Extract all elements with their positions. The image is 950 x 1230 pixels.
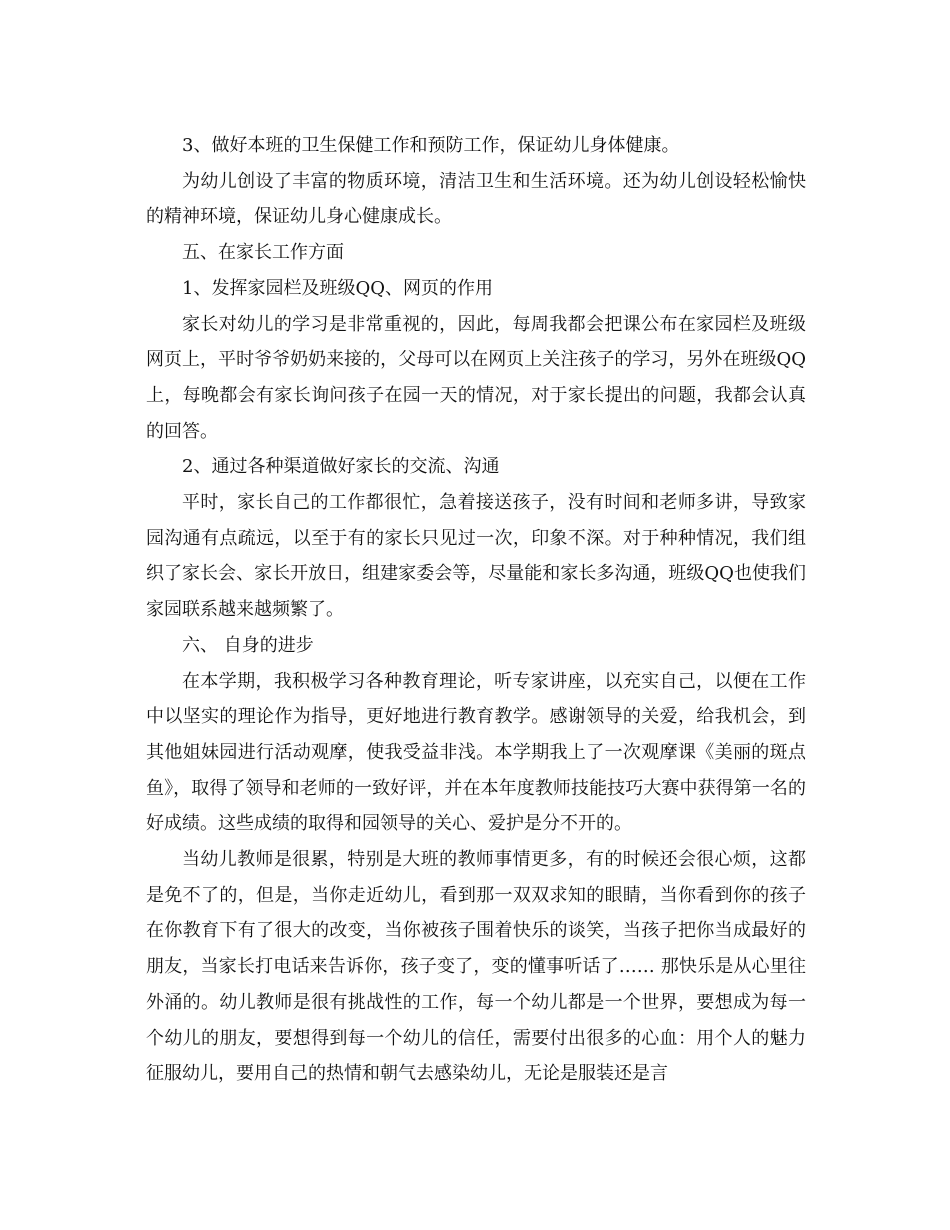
section-heading-parents: 五、在家长工作方面	[182, 242, 344, 264]
paragraph-parents-learning: 家长对幼儿的学习是非常重视的，因此，每周我都会把课公布在家园栏及班级网页上，平时爷爷奶奶来接的，父母可以在网页上关注孩子的学习，另外在班级QQ上，每晚都会有家长询问孩子在园一天的情况，对于家长提出的问题，我都会认真的回答。	[146, 313, 806, 442]
subheading-class-qq: 1、发挥家园栏及班级QQ、网页的作用	[182, 277, 493, 299]
section-heading-progress: 六、 自身的进步	[182, 634, 314, 656]
paragraph-hygiene-item: 3、做好本班的卫生保健工作和预防工作，保证幼儿身体健康。	[182, 135, 680, 156]
document-body	[146, 128, 806, 1092]
paragraph-study: 在本学期，我积极学习各种教育理论，听专家讲座，以充实自己，以便在工作中以坚实的理论作为指导，更好地进行教育教学。感谢领导的关爱，给我机会，到其他姐妹园进行活动观摩，使我受益非浅。本学期我上了一次观摩课《美丽的斑点鱼》，取得了领导和老师的一致好评，并在本年度教师技能技巧大赛中获得第一名的好成绩。这些成绩的取得和园领导的关心、爱护是分不开的。	[146, 670, 806, 835]
paragraph-teacher-joy: 当幼儿教师是很累，特别是大班的教师事情更多，有的时候还会很心烦，这都是免不了的，但是，当你走近幼儿，看到那一双双求知的眼睛，当你看到你的孩子在你教育下有了很大的改变，当你被孩子围着快乐的谈笑，当孩子把你当成最好的朋友，当家长打电话来告诉你，孩子变了，变的懂事听话了…… 那快乐是从心里往外涌的。幼儿教师是很有挑战性的工作，每一个幼儿都是一个世界，要想成为每一个幼儿的朋友，要想得到每一个幼儿的信任，需要付出很多的心血：用个人的魅力征服幼儿，要用自己的热情和朝气去感染幼儿，无论是服装还是言	[146, 849, 806, 1085]
paragraph-environment: 为幼儿创设了丰富的物质环境，清洁卫生和生活环境。还为幼儿创设轻松愉快的精神环境，保证幼儿身心健康成长。	[146, 170, 806, 228]
paragraph-communication: 平时，家长自己的工作都很忙，急着接送孩子，没有时间和老师多讲，导致家园沟通有点疏远，以至于有的家长只见过一次，印象不深。对于种种情况，我们组织了家长会、家长开放日，组建家委会等，尽量能和家长多沟通，班级QQ也使我们家园联系越来越频繁了。	[146, 492, 806, 621]
subheading-communication: 2、通过各种渠道做好家长的交流、沟通	[182, 456, 500, 478]
